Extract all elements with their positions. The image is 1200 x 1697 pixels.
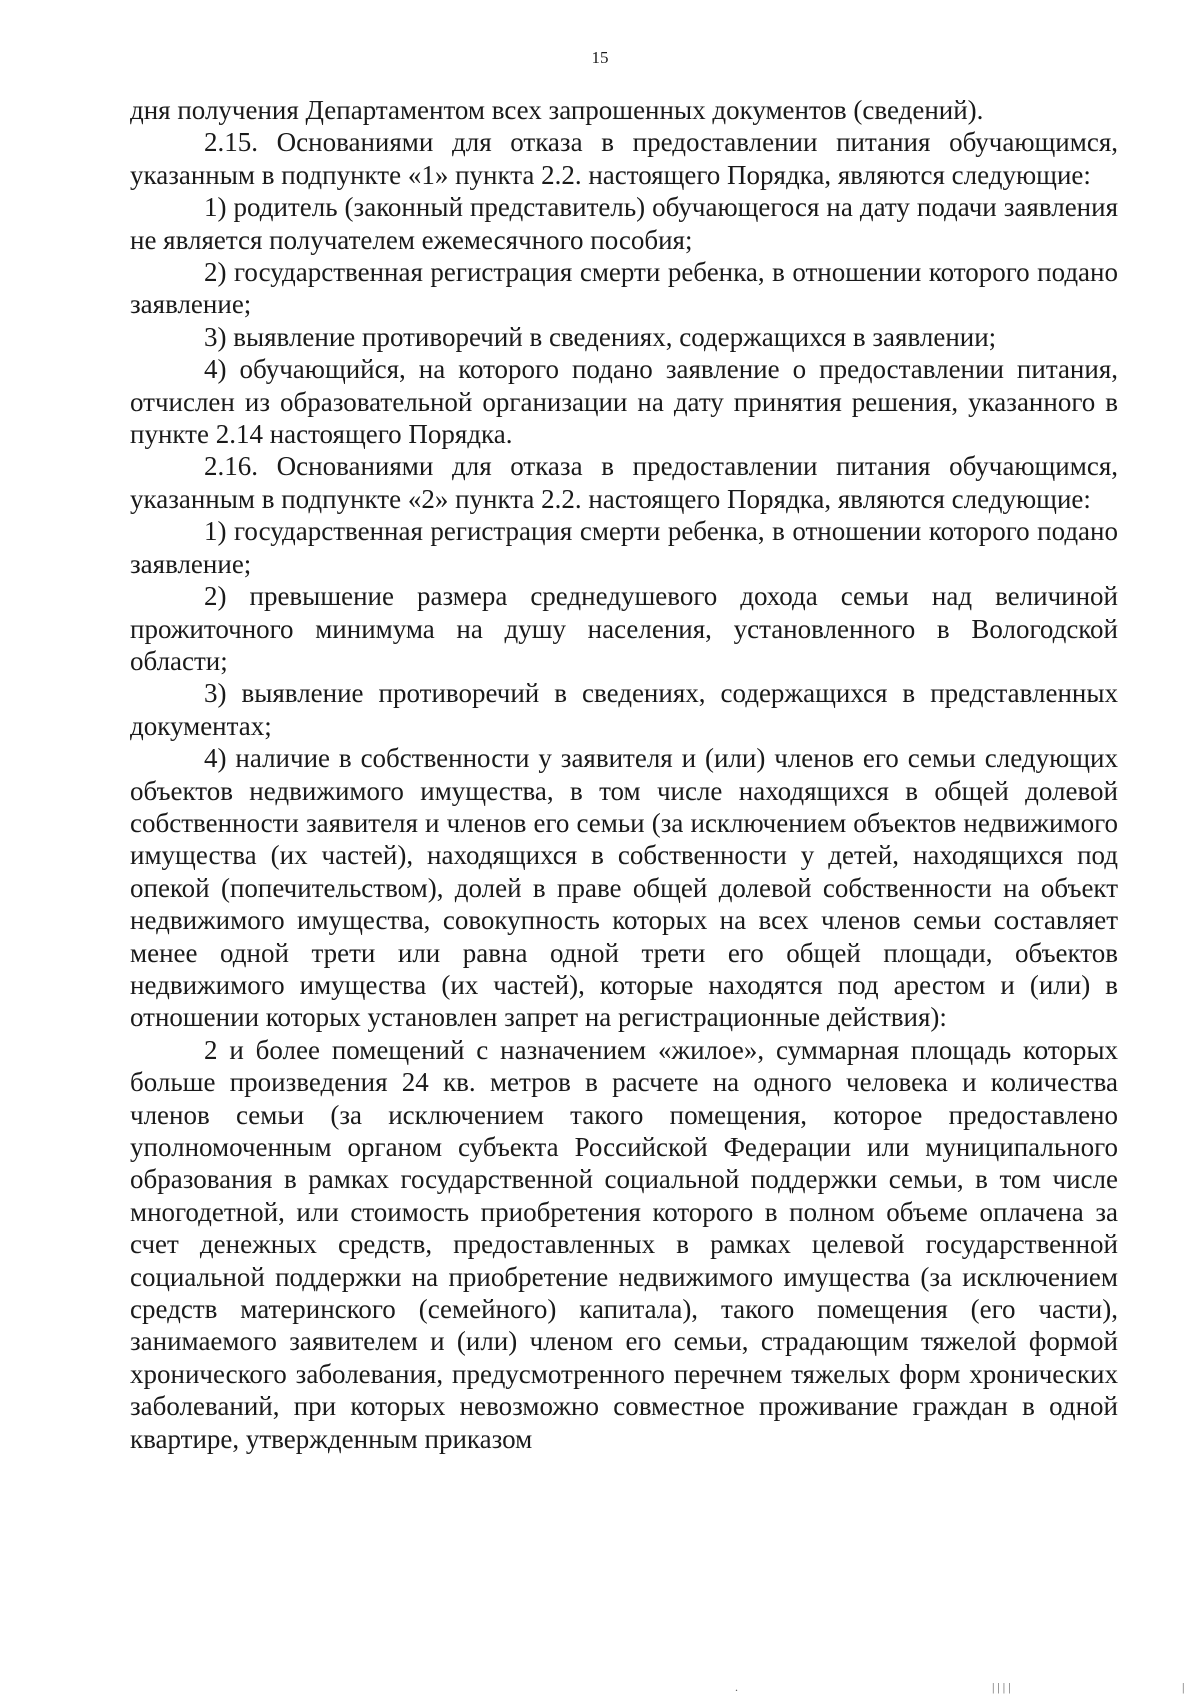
paragraph-2-15: 2.15. Основаниями для отказа в предоставлении питания обучающимся, указанным в подпункте «1» пункта 2.2. настоящего Порядка, являются следующие:	[130, 127, 1118, 190]
paragraph-2-15-item-1: 1) родитель (законный представитель) обучающегося на дату подачи заявления не является получателем ежемесячного пособия;	[130, 192, 1118, 255]
paragraph-2-15-item-3: 3) выявление противоречий в сведениях, содержащихся в заявлении;	[204, 321, 997, 352]
document-body	[130, 94, 1118, 1455]
paragraph-2-16-item-1: 1) государственная регистрация смерти ребенка, в отношении которого подано заявление;	[130, 516, 1118, 579]
paragraph-2-16-item-2: 2) превышение размера среднедушевого дохода семьи над величиной прожиточного минимума на душу населения, установленного в Вологодской области;	[130, 581, 1118, 676]
scan-mark-dot: .	[735, 1680, 738, 1694]
paragraph-continuation: дня получения Департаментом всех запрошенных документов (сведений).	[130, 95, 984, 125]
paragraph-2-16: 2.16. Основаниями для отказа в предоставлении питания обучающимся, указанным в подпункте «2» пункта 2.2. настоящего Порядка, являются следующие:	[130, 451, 1118, 514]
page-number: 15	[591, 48, 609, 67]
scan-mark-edge: |	[1182, 1680, 1185, 1694]
scan-mark-bars: | | | |	[992, 1680, 1011, 1694]
paragraph-housing-criteria: 2 и более помещений с назначением «жилое», суммарная площадь которых больше произведения 24 кв. метров в расчете на одного человека и количества членов семьи (за исключением такого помещения, которое предоставлено уполномоченным органом субъекта Российской Федерации или муниципального образования в рамках государственной социальной поддержки семьи, в том числе многодетной, или стоимость приобретения которого в полном объеме оплачена за счет денежных средств, предоставленных в рамках целевой государственной социальной поддержки на приобретение недвижимого имущества (за исключением средств материнского (семейного) капитала), такого помещения (его части), занимаемого заявителем и (или) членом его семьи, страдающим тяжелой формой хронического заболевания, предусмотренного перечнем тяжелых форм хронических заболеваний, при которых невозможно совместное проживание граждан в одной квартире, утвержденным приказом	[130, 1034, 1118, 1454]
paragraph-2-16-item-3: 3) выявление противоречий в сведениях, содержащихся в представленных документах;	[130, 678, 1118, 741]
paragraph-2-16-item-4: 4) наличие в собственности у заявителя и (или) членов его семьи следующих объектов недвижимого имущества, в том числе находящихся в общей долевой собственности заявителя и членов его семьи (за исключением объектов недвижимого имущества (их частей), находящихся в собственности у детей, находящихся под опекой (попечительством), долей в праве общей долевой собственности на объект недвижимого имущества, совокупность которых на всех членов семьи составляет менее одной трети или равна одной трети его общей площади, объектов недвижимого имущества (их частей), которые находятся под арестом и (или) в отношении которых установлен запрет на регистрационные действия):	[130, 743, 1118, 1033]
paragraph-2-15-item-2: 2) государственная регистрация смерти ребенка, в отношении которого подано заявление;	[130, 257, 1118, 320]
paragraph-2-15-item-4: 4) обучающийся, на которого подано заявление о предоставлении питания, отчислен из образовательной организации на дату принятия решения, указанного в пункте 2.14 настоящего Порядка.	[130, 354, 1118, 450]
